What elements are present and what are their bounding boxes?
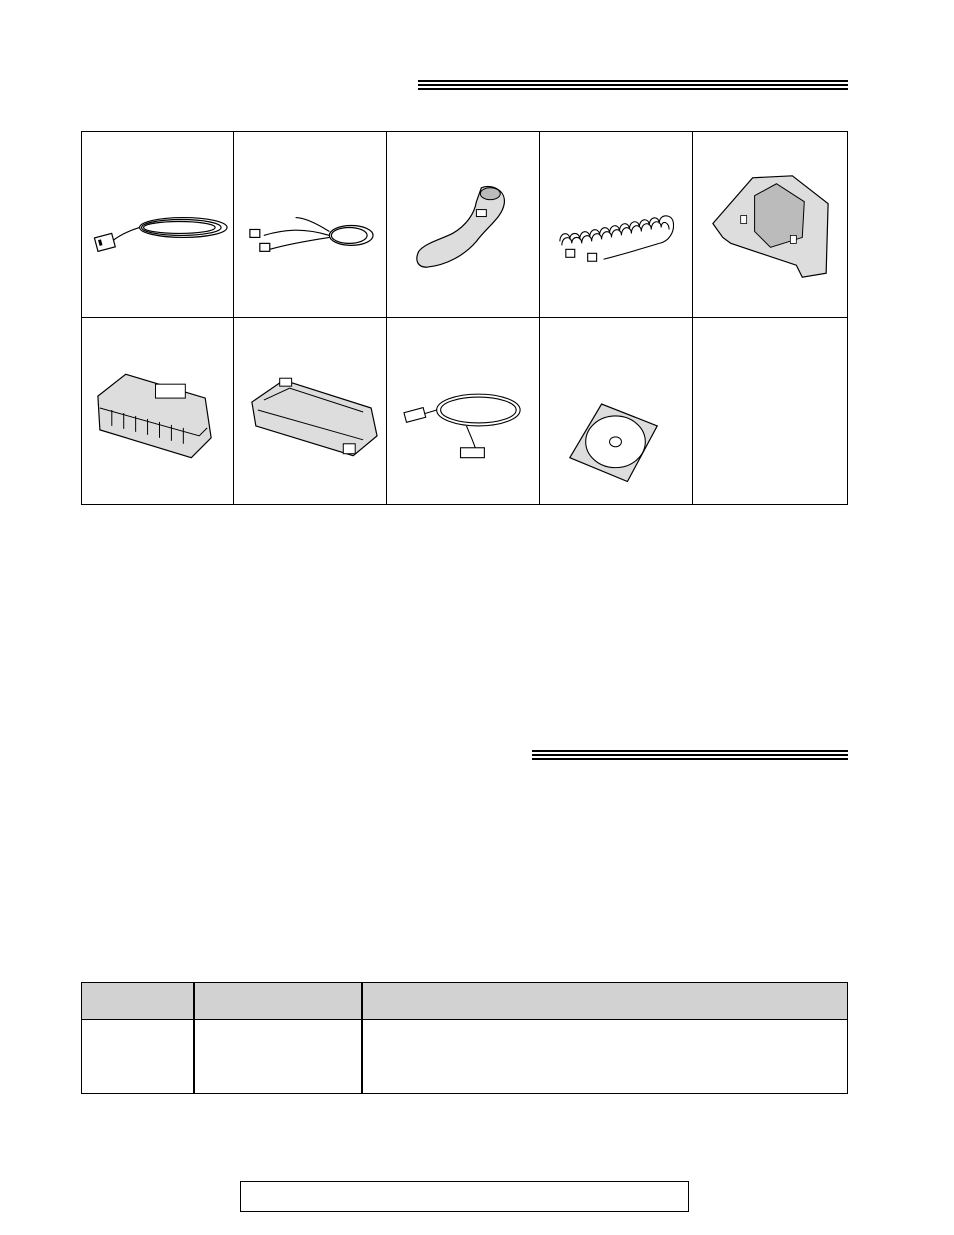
accessory-drum-unit	[82, 318, 234, 504]
cd-rom-icon	[540, 318, 692, 504]
accessory-handset	[387, 132, 540, 318]
accessory-paper-tray	[693, 132, 847, 318]
order-table-header	[82, 983, 847, 1020]
footer-box	[240, 1181, 689, 1212]
handset-icon	[387, 132, 539, 317]
accessory-printer-cable	[387, 318, 540, 504]
handset-cord-icon	[540, 132, 692, 317]
telephone-line-cord-icon	[234, 132, 386, 317]
accessory-grid	[81, 131, 848, 505]
order-table-divider-2	[361, 983, 363, 1093]
order-table-divider-1	[193, 983, 195, 1093]
accessory-telephone-line-cord	[234, 132, 387, 318]
accessory-power-cord	[82, 132, 234, 318]
accessory-toner-cartridge	[234, 318, 387, 504]
accessory-empty-cell	[693, 318, 847, 504]
section-rule-top	[418, 80, 848, 90]
paper-tray-icon	[693, 132, 847, 317]
power-cord-icon	[82, 132, 233, 317]
drum-unit-icon	[82, 318, 233, 504]
accessory-handset-cord	[540, 132, 693, 318]
toner-cartridge-icon	[234, 318, 386, 504]
order-table	[81, 982, 848, 1094]
section-rule-middle	[532, 750, 848, 760]
printer-cable-icon	[387, 318, 539, 504]
accessory-cd-rom	[540, 318, 693, 504]
